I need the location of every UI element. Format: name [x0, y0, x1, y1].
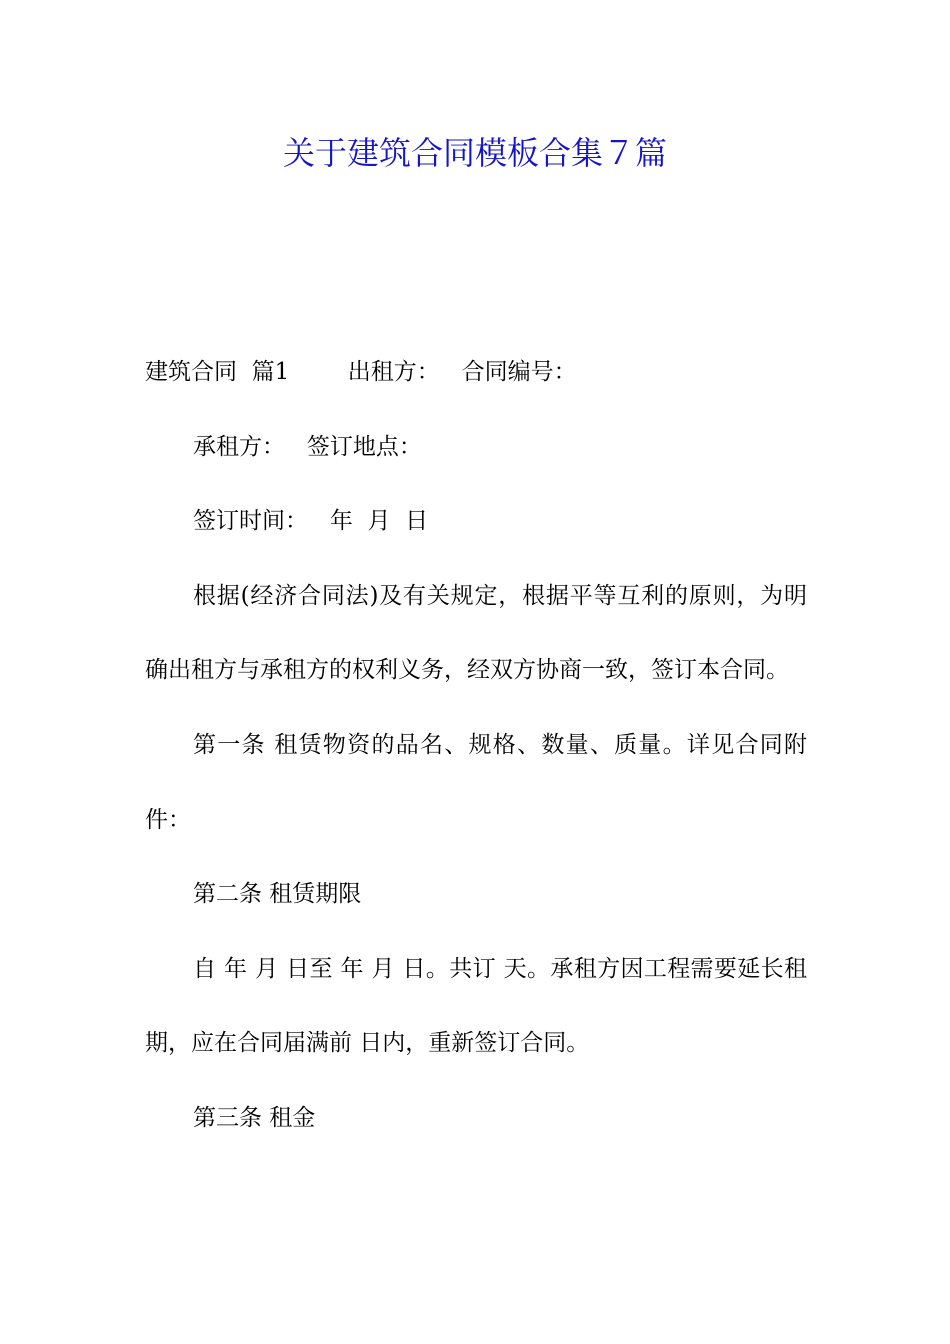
document-title: 关于建筑合同模板合集７篇: [282, 134, 667, 172]
paragraph-article-3-heading: 第三条 租金: [193, 1104, 316, 1131]
paragraph-article-2-heading: 第二条 租赁期限: [193, 881, 362, 908]
paragraph-sign-date: 签订时间： 年 月 日: [193, 508, 429, 535]
paragraph-lessee: 承租方： 签订地点：: [193, 433, 422, 460]
paragraph-preamble: 根据(经济合同法)及有关规定，根据平等互利的原则，为明确出租方与承租方的权利义务，经双方协商一致，签订本合同。: [145, 582, 807, 684]
paragraph-article-1: 第一条 租赁物资的品名、规格、数量、质量。详见合同附件：: [145, 731, 807, 833]
paragraph-header: 建筑合同 篇1 出租方： 合同编号：: [145, 359, 577, 385]
paragraph-article-2-body: 自 年 月 日至 年 月 日。共订 天。承租方因工程需要延长租期，应在合同届满前 日内，重新签订合同。: [145, 955, 807, 1057]
document-body: [145, 335, 807, 1156]
